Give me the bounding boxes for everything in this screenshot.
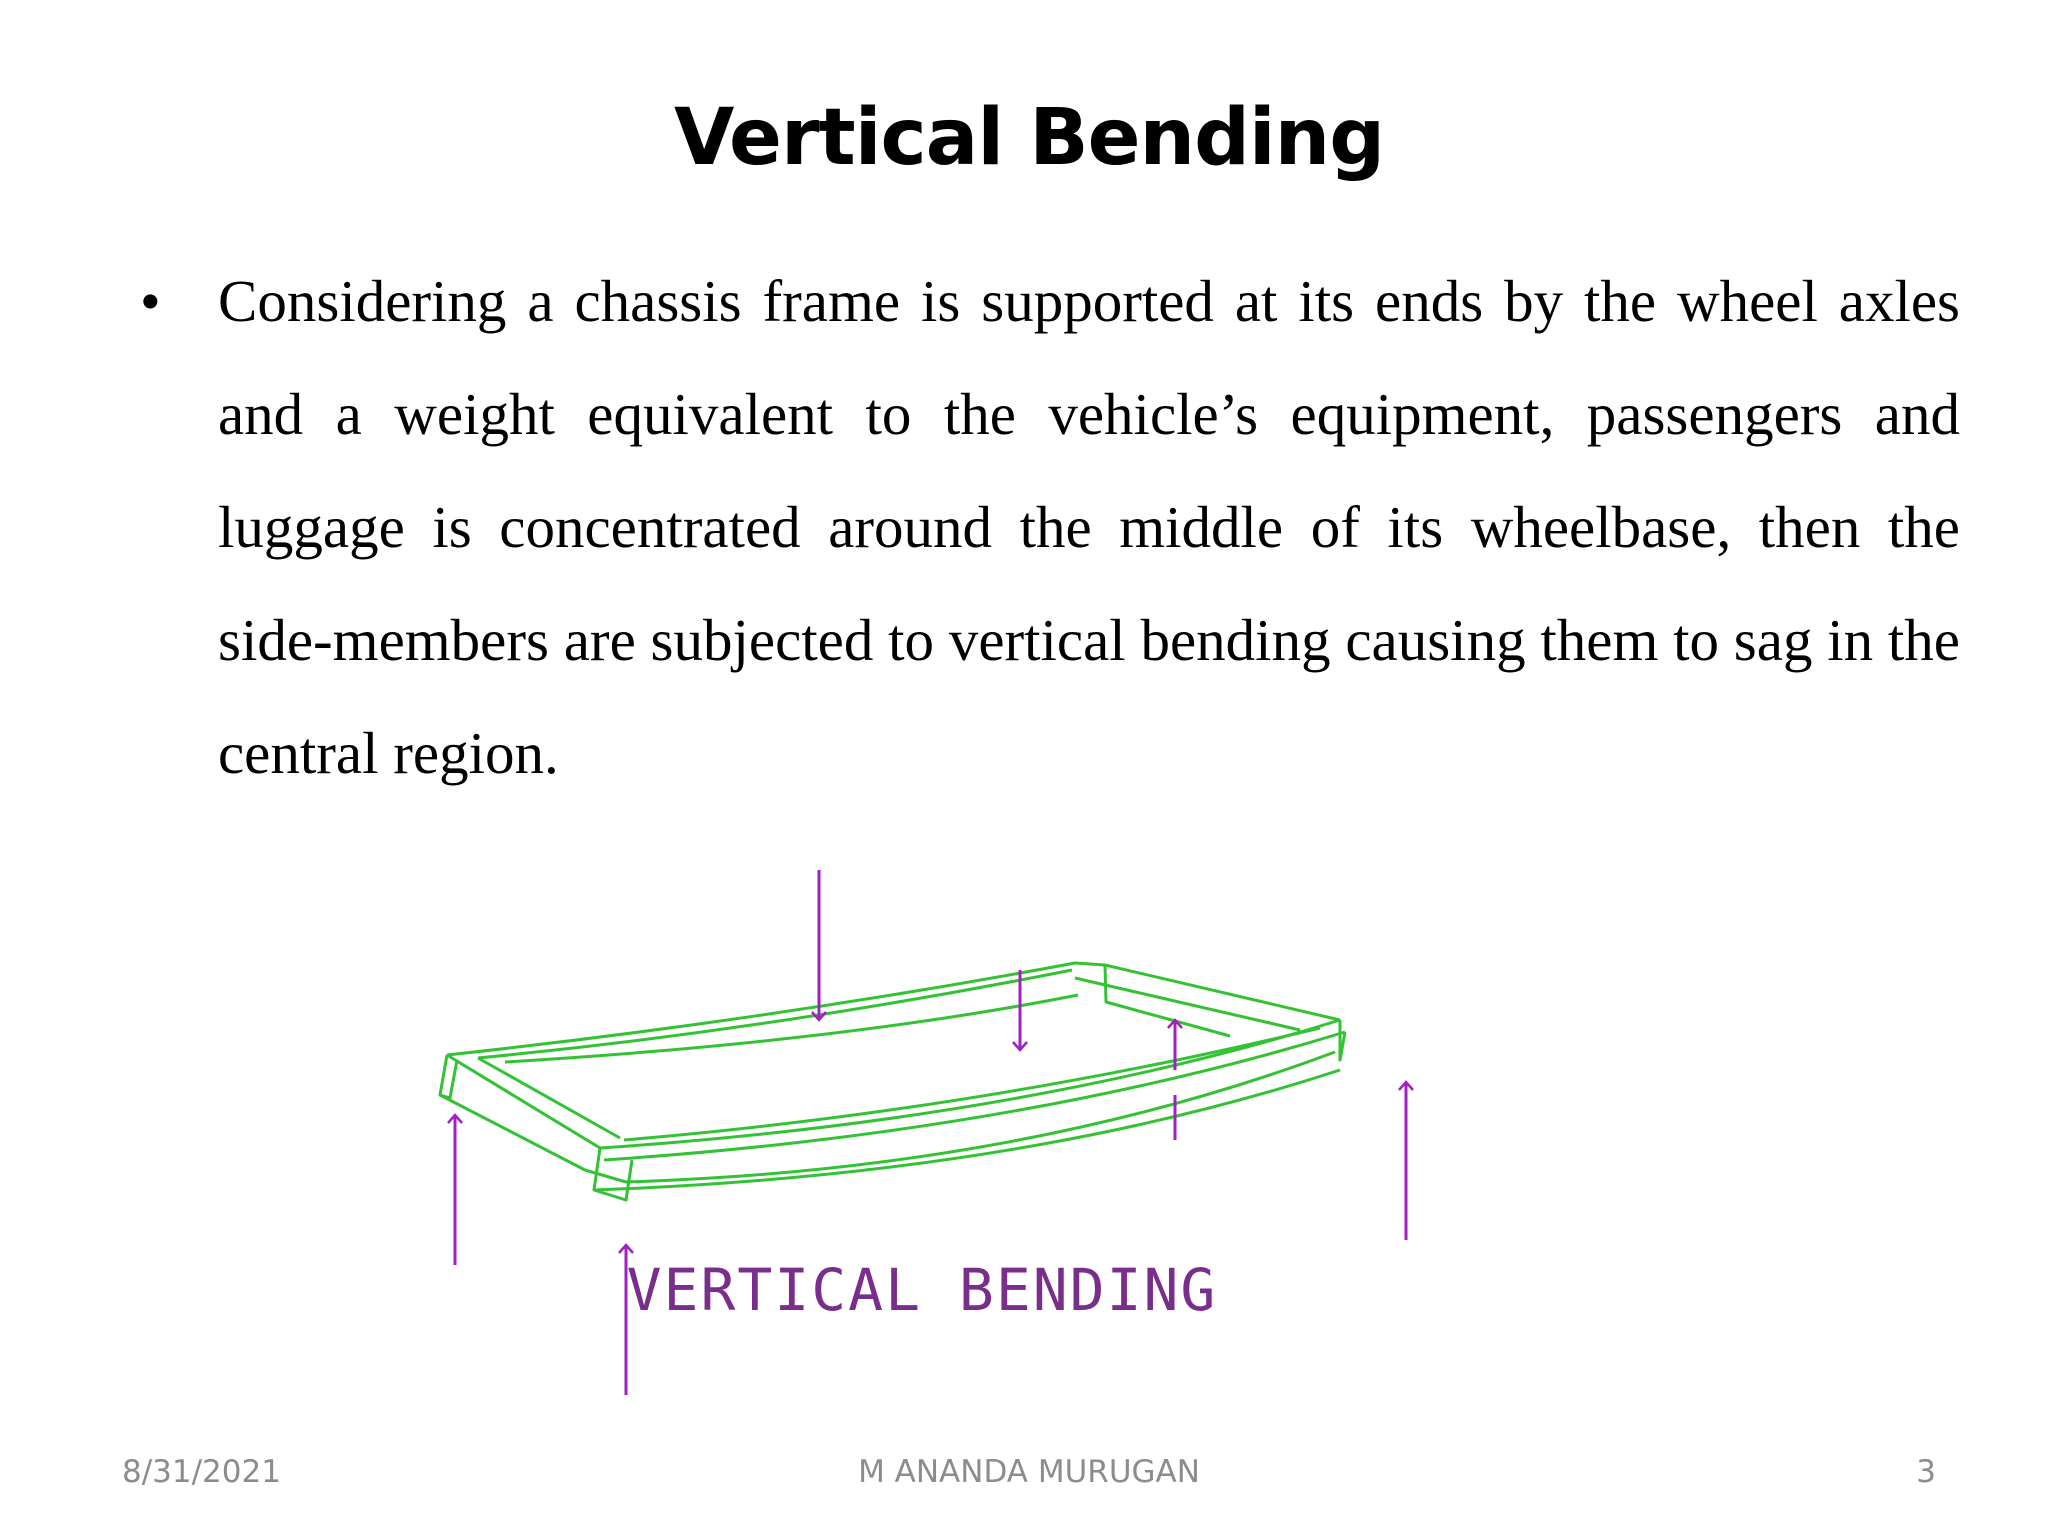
front-cross-member-top	[447, 1055, 600, 1148]
bullet-text: Considering a chassis frame is supported at its ends by the wheel axles and a weight equivalent to the vehicle’s equipment, passengers and luggage is concentrated around the middle of its wheelbase, then the side-members are subjected to vertical bending causing them to sag in the central region.	[218, 268, 1960, 786]
footer-author: M ANANDA MURUGAN	[858, 1454, 1200, 1490]
footer-date: 8/31/2021	[122, 1454, 281, 1490]
front-left-end-face	[440, 1055, 457, 1098]
vertical-bending-diagram	[420, 870, 1650, 1430]
footer-page-number: 3	[1916, 1454, 1936, 1490]
bullet-marker: •	[140, 268, 161, 334]
chassis-frame	[440, 963, 1345, 1200]
far-side-member-face	[505, 995, 1078, 1062]
rear-right-end-face	[1340, 1020, 1345, 1060]
near-side-member-top-outer	[600, 1020, 1340, 1148]
slide-title: Vertical Bending	[673, 93, 1385, 183]
bullet-item	[140, 245, 1960, 810]
diagram-caption: VERTICAL BENDING	[626, 1256, 1218, 1324]
bullet-list	[140, 245, 1960, 810]
